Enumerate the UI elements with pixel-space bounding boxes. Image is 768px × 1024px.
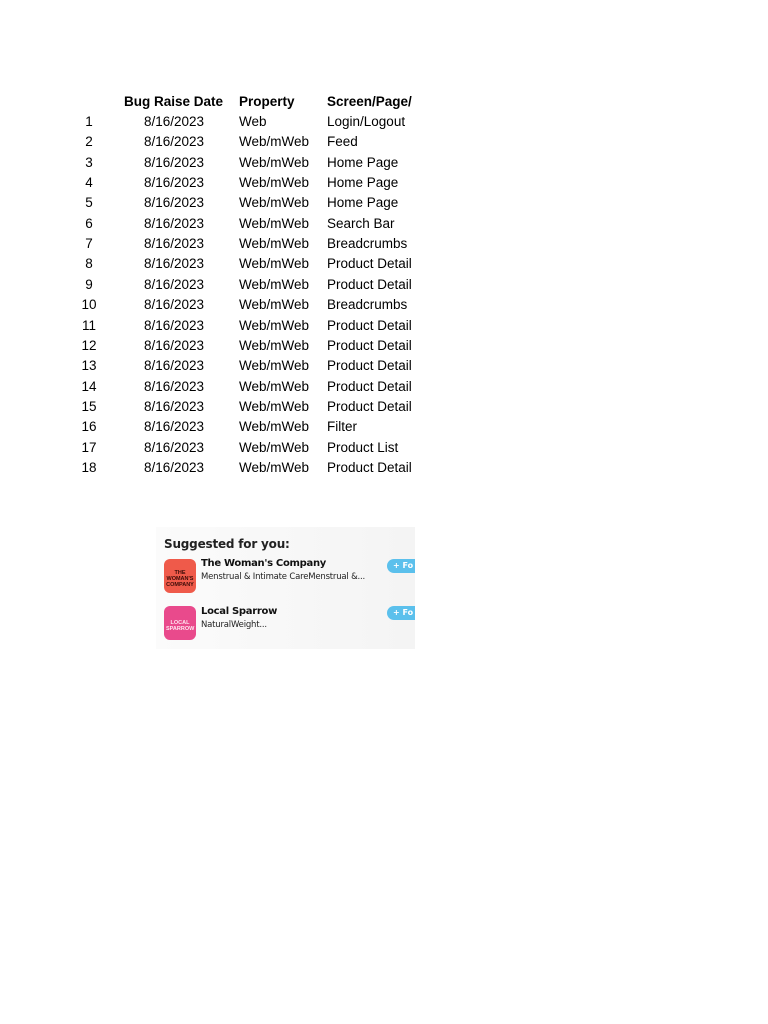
- cell-date: 8/16/2023: [143, 317, 205, 333]
- row-number: 3: [85, 154, 93, 170]
- cell-property: Web/mWeb: [239, 459, 310, 475]
- row-number: 6: [85, 215, 93, 231]
- cell-property: Web/mWeb: [239, 337, 310, 353]
- brand-logo: [164, 606, 196, 640]
- cell-property: Web/mWeb: [239, 378, 310, 394]
- cell-date: 8/16/2023: [143, 154, 205, 170]
- cell-screen: Product Detail: [327, 358, 412, 374]
- row-number: 15: [81, 398, 97, 414]
- row-number: 17: [81, 439, 97, 455]
- cell-date: 8/16/2023: [143, 195, 205, 211]
- row-number: 11: [81, 317, 96, 333]
- cell-screen: Product Detail: [327, 337, 412, 353]
- cell-screen: Product Detail: [327, 398, 412, 414]
- cell-screen: Product Detail: [327, 276, 412, 292]
- row-number: 4: [85, 175, 93, 191]
- cell-screen: Product List: [327, 439, 399, 455]
- brand-subtitle: Menstrual & Intimate CareMenstrual &...: [201, 572, 366, 582]
- brand-logo: [164, 559, 196, 593]
- cell-date: 8/16/2023: [143, 358, 205, 374]
- cell-screen: Breadcrumbs: [327, 297, 408, 313]
- table-row: [0, 419, 415, 439]
- table-row: [0, 399, 415, 419]
- cell-property: Web/mWeb: [239, 398, 310, 414]
- row-number: 12: [81, 337, 97, 353]
- cell-date: 8/16/2023: [143, 175, 205, 191]
- suggested-title: Suggested for you:: [164, 537, 290, 551]
- table-row: [0, 114, 415, 134]
- cell-property: Web: [239, 114, 267, 129]
- header-screen: Screen/Page/: [327, 94, 412, 109]
- cell-date: 8/16/2023: [143, 134, 205, 150]
- cell-screen: Product Detail: [327, 317, 412, 333]
- table-row: [0, 318, 415, 338]
- cell-property: Web/mWeb: [239, 256, 310, 272]
- cell-property: Web/mWeb: [239, 297, 310, 313]
- cell-screen: Search Bar: [327, 215, 395, 231]
- cell-screen: Home Page: [327, 195, 399, 211]
- header-bug-raise-date: Bug Raise Date: [124, 94, 224, 109]
- row-number: 7: [85, 236, 93, 252]
- cell-date: 8/16/2023: [143, 398, 205, 414]
- logo-text: LOCAL SPARROW: [166, 620, 195, 632]
- cell-screen: Breadcrumbs: [327, 236, 408, 252]
- follow-button: + Fo: [387, 559, 415, 573]
- cell-date: 8/16/2023: [143, 276, 205, 292]
- cell-date: 8/16/2023: [143, 419, 205, 435]
- cell-screen: Product Detail: [327, 459, 412, 475]
- row-number: 8: [85, 256, 93, 272]
- cell-property: Web/mWeb: [239, 439, 310, 455]
- cell-date: 8/16/2023: [143, 378, 205, 394]
- row-number: 10: [81, 297, 97, 313]
- row-number: 1: [85, 114, 93, 129]
- cell-date: 8/16/2023: [143, 439, 205, 455]
- cell-property: Web/mWeb: [239, 419, 310, 435]
- brand-subtitle: NaturalWeight...: [201, 620, 267, 630]
- row-number: 13: [81, 358, 97, 374]
- cell-screen: Product Detail: [327, 256, 412, 272]
- table-row: [0, 256, 415, 276]
- cell-screen: Filter: [327, 419, 357, 435]
- row-number: 9: [85, 276, 93, 292]
- cell-date: 8/16/2023: [143, 236, 205, 252]
- table-row: [0, 155, 415, 175]
- cell-date: 8/16/2023: [143, 114, 205, 129]
- cell-property: Web/mWeb: [239, 195, 310, 211]
- cell-property: Web/mWeb: [239, 276, 310, 292]
- row-number: 5: [85, 195, 93, 211]
- cell-property: Web/mWeb: [239, 236, 310, 252]
- cell-property: Web/mWeb: [239, 317, 310, 333]
- brand-name: The Woman's Company: [201, 558, 327, 569]
- table-row: [0, 358, 415, 378]
- cell-screen: Home Page: [327, 175, 399, 191]
- cell-property: Web/mWeb: [239, 154, 310, 170]
- row-number: 2: [85, 134, 93, 150]
- table-row: [0, 236, 415, 256]
- table-row: [0, 277, 415, 297]
- table-row: [0, 440, 415, 460]
- cell-property: Web/mWeb: [239, 175, 310, 191]
- cell-date: 8/16/2023: [143, 215, 205, 231]
- header-property: Property: [239, 94, 295, 109]
- row-number: 18: [81, 459, 97, 475]
- cell-property: Web/mWeb: [239, 134, 310, 150]
- logo-text: THE WOMAN'S COMPANY: [166, 570, 194, 588]
- embedded-screenshot: [156, 527, 415, 649]
- table-row: [0, 216, 415, 236]
- table-row: [0, 338, 415, 358]
- row-number: 14: [81, 378, 97, 394]
- cell-screen: Feed: [327, 134, 358, 150]
- cell-date: 8/16/2023: [143, 297, 205, 313]
- cell-property: Web/mWeb: [239, 215, 310, 231]
- cell-screen: Product Detail: [327, 378, 412, 394]
- cell-date: 8/16/2023: [143, 459, 205, 475]
- cell-date: 8/16/2023: [143, 337, 205, 353]
- table-row: [0, 134, 415, 154]
- row-number: 16: [81, 419, 97, 435]
- table-row: [0, 175, 415, 195]
- follow-button: + Fo: [387, 606, 415, 620]
- table-row: [0, 379, 415, 399]
- cell-screen: Login/Logout: [327, 114, 406, 129]
- brand-name: Local Sparrow: [201, 606, 278, 617]
- table-row: [0, 460, 415, 480]
- table-row: [0, 297, 415, 317]
- table-row: [0, 195, 415, 215]
- cell-screen: Home Page: [327, 154, 399, 170]
- cell-property: Web/mWeb: [239, 358, 310, 374]
- cell-date: 8/16/2023: [143, 256, 205, 272]
